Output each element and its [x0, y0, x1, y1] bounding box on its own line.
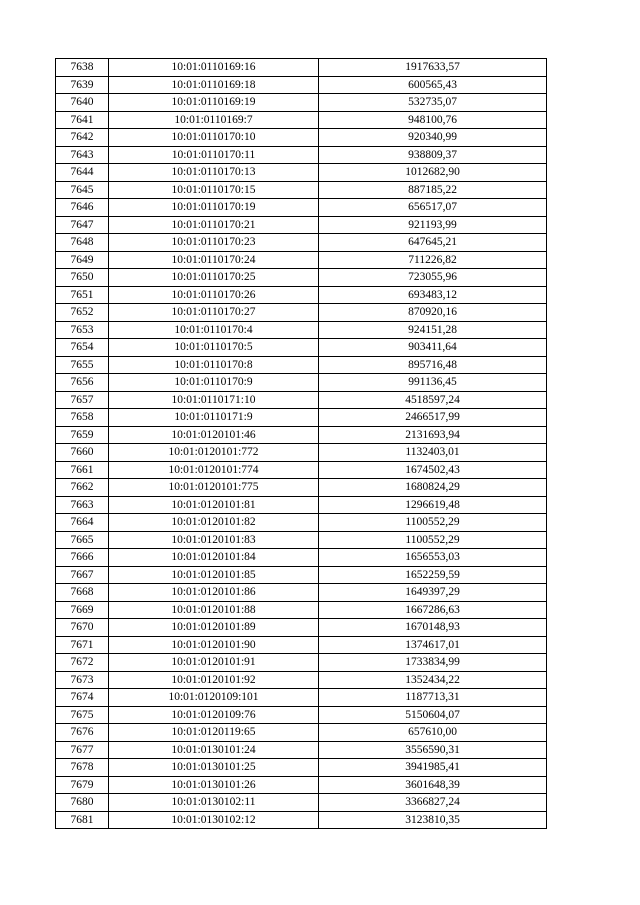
- cadastral-number-cell: 10:01:0120101:82: [109, 514, 319, 532]
- cadastral-number-cell: 10:01:0110169:7: [109, 111, 319, 129]
- cadastral-number-cell: 10:01:0120101:774: [109, 461, 319, 479]
- table-row: [56, 216, 547, 234]
- row-number-cell: 7664: [56, 514, 109, 532]
- row-number-cell: 7670: [56, 619, 109, 637]
- cadastral-value-cell: 938809,37: [319, 146, 547, 164]
- cadastral-value-cell: 3366827,24: [319, 794, 547, 812]
- cadastral-number-cell: 10:01:0120109:76: [109, 706, 319, 724]
- table-row: [56, 234, 547, 252]
- cadastral-value-cell: 1352434,22: [319, 671, 547, 689]
- cadastral-value-cell: 723055,96: [319, 269, 547, 287]
- cadastral-value-cell: 1132403,01: [319, 444, 547, 462]
- cadastral-number-cell: 10:01:0110169:19: [109, 94, 319, 112]
- table-row: [56, 776, 547, 794]
- table-row: [56, 741, 547, 759]
- cadastral-value-cell: 1652259,59: [319, 566, 547, 584]
- row-number-cell: 7666: [56, 549, 109, 567]
- row-number-cell: 7657: [56, 391, 109, 409]
- cadastral-number-cell: 10:01:0120101:86: [109, 584, 319, 602]
- row-number-cell: 7641: [56, 111, 109, 129]
- cadastral-value-cell: 4518597,24: [319, 391, 547, 409]
- cadastral-value-cell: 657610,00: [319, 724, 547, 742]
- cadastral-value-cell: 3941985,41: [319, 759, 547, 777]
- cadastral-number-cell: 10:01:0120101:772: [109, 444, 319, 462]
- cadastral-number-cell: 10:01:0110170:4: [109, 321, 319, 339]
- cadastral-value-table: [55, 58, 547, 829]
- row-number-cell: 7654: [56, 339, 109, 357]
- row-number-cell: 7668: [56, 584, 109, 602]
- table-row: [56, 619, 547, 637]
- table-row: [56, 94, 547, 112]
- cadastral-number-cell: 10:01:0110169:18: [109, 76, 319, 94]
- cadastral-value-cell: 3123810,35: [319, 811, 547, 829]
- cadastral-number-cell: 10:01:0120101:83: [109, 531, 319, 549]
- cadastral-value-cell: 693483,12: [319, 286, 547, 304]
- cadastral-number-cell: 10:01:0120109:101: [109, 689, 319, 707]
- row-number-cell: 7640: [56, 94, 109, 112]
- cadastral-number-cell: 10:01:0110171:10: [109, 391, 319, 409]
- table-row: [56, 339, 547, 357]
- row-number-cell: 7676: [56, 724, 109, 742]
- cadastral-value-cell: 532735,07: [319, 94, 547, 112]
- cadastral-value-cell: 1667286,63: [319, 601, 547, 619]
- cadastral-value-cell: 1649397,29: [319, 584, 547, 602]
- cadastral-value-cell: 920340,99: [319, 129, 547, 147]
- table-row: [56, 794, 547, 812]
- cadastral-value-cell: 3601648,39: [319, 776, 547, 794]
- table-row: [56, 444, 547, 462]
- row-number-cell: 7652: [56, 304, 109, 322]
- cadastral-number-cell: 10:01:0110169:16: [109, 59, 319, 77]
- cadastral-value-cell: 1674502,43: [319, 461, 547, 479]
- row-number-cell: 7672: [56, 654, 109, 672]
- table-body: [56, 59, 547, 829]
- table-row: [56, 654, 547, 672]
- row-number-cell: 7647: [56, 216, 109, 234]
- table-row: [56, 724, 547, 742]
- cadastral-value-cell: 895716,48: [319, 356, 547, 374]
- table-row: [56, 304, 547, 322]
- table-row: [56, 409, 547, 427]
- table-row: [56, 129, 547, 147]
- table-row: [56, 759, 547, 777]
- table-row: [56, 584, 547, 602]
- cadastral-number-cell: 10:01:0110170:27: [109, 304, 319, 322]
- row-number-cell: 7656: [56, 374, 109, 392]
- table-row: [56, 391, 547, 409]
- cadastral-number-cell: 10:01:0110170:24: [109, 251, 319, 269]
- cadastral-value-cell: 1733834,99: [319, 654, 547, 672]
- cadastral-number-cell: 10:01:0110170:9: [109, 374, 319, 392]
- cadastral-number-cell: 10:01:0110170:23: [109, 234, 319, 252]
- row-number-cell: 7650: [56, 269, 109, 287]
- row-number-cell: 7655: [56, 356, 109, 374]
- table-row: [56, 164, 547, 182]
- table-row: [56, 811, 547, 829]
- table-row: [56, 146, 547, 164]
- row-number-cell: 7661: [56, 461, 109, 479]
- table-row: [56, 689, 547, 707]
- cadastral-value-cell: 711226,82: [319, 251, 547, 269]
- cadastral-value-cell: 921193,99: [319, 216, 547, 234]
- table-row: [56, 531, 547, 549]
- cadastral-number-cell: 10:01:0120101:46: [109, 426, 319, 444]
- table-row: [56, 356, 547, 374]
- cadastral-number-cell: 10:01:0110170:10: [109, 129, 319, 147]
- table-row: [56, 59, 547, 77]
- table-row: [56, 566, 547, 584]
- cadastral-number-cell: 10:01:0120101:90: [109, 636, 319, 654]
- row-number-cell: 7677: [56, 741, 109, 759]
- table-row: [56, 181, 547, 199]
- row-number-cell: 7648: [56, 234, 109, 252]
- table-row: [56, 479, 547, 497]
- row-number-cell: 7659: [56, 426, 109, 444]
- row-number-cell: 7678: [56, 759, 109, 777]
- row-number-cell: 7639: [56, 76, 109, 94]
- cadastral-number-cell: 10:01:0130101:26: [109, 776, 319, 794]
- table-row: [56, 461, 547, 479]
- table-row: [56, 251, 547, 269]
- row-number-cell: 7669: [56, 601, 109, 619]
- row-number-cell: 7638: [56, 59, 109, 77]
- cadastral-value-cell: 924151,28: [319, 321, 547, 339]
- cadastral-value-cell: 1296619,48: [319, 496, 547, 514]
- cadastral-value-cell: 887185,22: [319, 181, 547, 199]
- cadastral-number-cell: 10:01:0110170:11: [109, 146, 319, 164]
- table-row: [56, 269, 547, 287]
- row-number-cell: 7645: [56, 181, 109, 199]
- cadastral-value-cell: 991136,45: [319, 374, 547, 392]
- cadastral-value-cell: 647645,21: [319, 234, 547, 252]
- cadastral-number-cell: 10:01:0130101:25: [109, 759, 319, 777]
- row-number-cell: 7671: [56, 636, 109, 654]
- table-row: [56, 76, 547, 94]
- row-number-cell: 7658: [56, 409, 109, 427]
- row-number-cell: 7651: [56, 286, 109, 304]
- row-number-cell: 7662: [56, 479, 109, 497]
- cadastral-number-cell: 10:01:0110170:19: [109, 199, 319, 217]
- row-number-cell: 7679: [56, 776, 109, 794]
- table-row: [56, 514, 547, 532]
- cadastral-value-cell: 1656553,03: [319, 549, 547, 567]
- cadastral-number-cell: 10:01:0110170:25: [109, 269, 319, 287]
- cadastral-value-cell: 3556590,31: [319, 741, 547, 759]
- cadastral-number-cell: 10:01:0120119:65: [109, 724, 319, 742]
- cadastral-number-cell: 10:01:0110170:21: [109, 216, 319, 234]
- row-number-cell: 7646: [56, 199, 109, 217]
- cadastral-value-cell: 1012682,90: [319, 164, 547, 182]
- table-row: [56, 199, 547, 217]
- cadastral-number-cell: 10:01:0110170:15: [109, 181, 319, 199]
- row-number-cell: 7680: [56, 794, 109, 812]
- row-number-cell: 7665: [56, 531, 109, 549]
- cadastral-value-cell: 1100552,29: [319, 531, 547, 549]
- row-number-cell: 7644: [56, 164, 109, 182]
- cadastral-number-cell: 10:01:0120101:88: [109, 601, 319, 619]
- cadastral-number-cell: 10:01:0110171:9: [109, 409, 319, 427]
- table-row: [56, 321, 547, 339]
- table-row: [56, 636, 547, 654]
- row-number-cell: 7667: [56, 566, 109, 584]
- cadastral-value-cell: 5150604,07: [319, 706, 547, 724]
- cadastral-value-cell: 2131693,94: [319, 426, 547, 444]
- cadastral-value-cell: 870920,16: [319, 304, 547, 322]
- cadastral-value-cell: 1917633,57: [319, 59, 547, 77]
- cadastral-number-cell: 10:01:0130101:24: [109, 741, 319, 759]
- row-number-cell: 7674: [56, 689, 109, 707]
- cadastral-number-cell: 10:01:0110170:8: [109, 356, 319, 374]
- row-number-cell: 7673: [56, 671, 109, 689]
- row-number-cell: 7653: [56, 321, 109, 339]
- table-row: [56, 549, 547, 567]
- cadastral-number-cell: 10:01:0110170:5: [109, 339, 319, 357]
- cadastral-number-cell: 10:01:0120101:92: [109, 671, 319, 689]
- cadastral-number-cell: 10:01:0120101:84: [109, 549, 319, 567]
- table-row: [56, 374, 547, 392]
- row-number-cell: 7643: [56, 146, 109, 164]
- table-row: [56, 286, 547, 304]
- cadastral-number-cell: 10:01:0120101:81: [109, 496, 319, 514]
- cadastral-number-cell: 10:01:0110170:26: [109, 286, 319, 304]
- cadastral-number-cell: 10:01:0120101:91: [109, 654, 319, 672]
- cadastral-number-cell: 10:01:0120101:775: [109, 479, 319, 497]
- table-row: [56, 496, 547, 514]
- row-number-cell: 7642: [56, 129, 109, 147]
- cadastral-number-cell: 10:01:0120101:85: [109, 566, 319, 584]
- cadastral-number-cell: 10:01:0130102:12: [109, 811, 319, 829]
- cadastral-number-cell: 10:01:0130102:11: [109, 794, 319, 812]
- table-row: [56, 426, 547, 444]
- cadastral-value-cell: 903411,64: [319, 339, 547, 357]
- table-row: [56, 671, 547, 689]
- table-row: [56, 111, 547, 129]
- cadastral-value-cell: 1680824,29: [319, 479, 547, 497]
- row-number-cell: 7681: [56, 811, 109, 829]
- cadastral-value-cell: 656517,07: [319, 199, 547, 217]
- cadastral-value-cell: 1670148,93: [319, 619, 547, 637]
- cadastral-number-cell: 10:01:0110170:13: [109, 164, 319, 182]
- cadastral-value-cell: 2466517,99: [319, 409, 547, 427]
- cadastral-number-cell: 10:01:0120101:89: [109, 619, 319, 637]
- table-row: [56, 706, 547, 724]
- cadastral-value-cell: 948100,76: [319, 111, 547, 129]
- row-number-cell: 7660: [56, 444, 109, 462]
- row-number-cell: 7675: [56, 706, 109, 724]
- row-number-cell: 7649: [56, 251, 109, 269]
- cadastral-value-cell: 1187713,31: [319, 689, 547, 707]
- table-row: [56, 601, 547, 619]
- row-number-cell: 7663: [56, 496, 109, 514]
- cadastral-value-cell: 1100552,29: [319, 514, 547, 532]
- cadastral-value-cell: 600565,43: [319, 76, 547, 94]
- cadastral-value-cell: 1374617,01: [319, 636, 547, 654]
